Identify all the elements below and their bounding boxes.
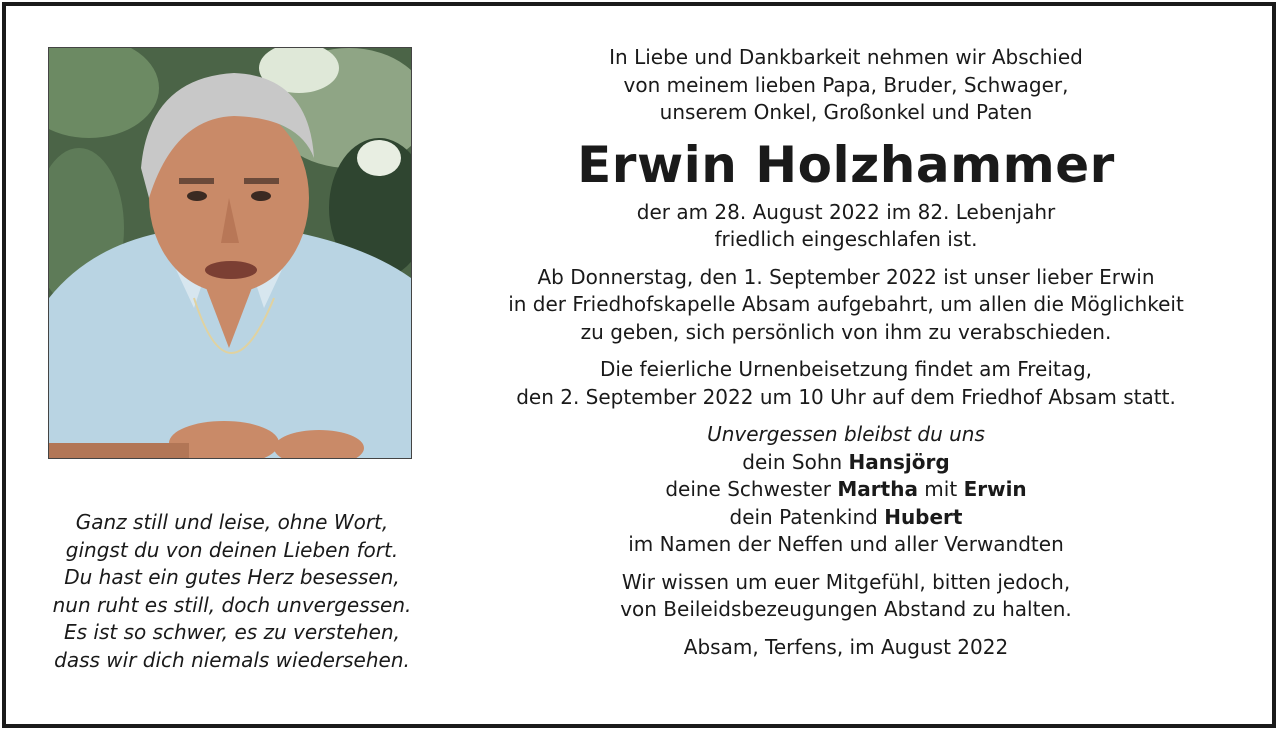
mourner-relation: dein Patenkind: [729, 504, 885, 529]
viewing-line: Ab Donnerstag, den 1. September 2022 ist unser lieber Erwin: [537, 264, 1155, 289]
farewell-line: Unvergessen bleibst du uns: [707, 422, 985, 446]
poem-line: dass wir dich niemals wiedersehen.: [54, 647, 410, 672]
mourner-relation: dein Sohn: [742, 449, 849, 474]
mourner-godchild: [472, 504, 1220, 532]
mourner-relation: deine Schwester: [665, 477, 838, 501]
request-line: Wir wissen um euer Mitgefühl, bitten jedoch,: [621, 569, 1071, 594]
burial-line: den 2. September 2022 um 10 Uhr auf dem Friedhof Absam statt.: [516, 384, 1176, 409]
portrait-photo: [48, 47, 412, 459]
poem: [6, 509, 458, 674]
portrait-icon: [49, 48, 411, 458]
intro-line: von meinem lieben Papa, Bruder, Schwager,: [623, 72, 1069, 97]
mourner-name: Martha: [837, 477, 918, 501]
death-line: friedlich eingeschlafen ist.: [714, 227, 978, 251]
place-date: Absam, Terfens, im August 2022: [683, 634, 1009, 659]
death-line: der am 28. August 2022 im 82. Lebenjahr: [636, 199, 1056, 224]
mourner-name: Hansjörg: [848, 449, 950, 474]
poem-line: nun ruht es still, doch unvergessen.: [52, 592, 412, 617]
request-line: von Beileidsbezeugungen Abstand zu halten.: [620, 597, 1072, 621]
mourner-connector: mit: [917, 477, 964, 501]
mourner-name: Erwin: [963, 477, 1027, 501]
poem-line: Es ist so schwer, es zu verstehen,: [63, 620, 400, 644]
viewing-line: in der Friedhofskapelle Absam aufgebahrt, um allen die Möglichkeit: [508, 292, 1184, 316]
poem-line: gingst du von deinen Lieben fort.: [65, 537, 399, 562]
mourner-relatives: im Namen der Neffen und aller Verwandten: [628, 532, 1064, 556]
deceased-name: Erwin Holzhammer: [577, 135, 1115, 194]
mourner-name: Hubert: [884, 504, 963, 529]
mourner-son: [472, 449, 1220, 477]
intro-line: In Liebe und Dankbarkeit nehmen wir Abschied: [609, 45, 1083, 69]
burial-line: Die feierliche Urnenbeisetzung findet am Freitag,: [599, 357, 1093, 381]
intro-line: unserem Onkel, Großonkel und Paten: [659, 100, 1033, 124]
obituary-card: [2, 2, 1276, 728]
viewing-line: zu geben, sich persönlich von ihm zu verabschieden.: [580, 319, 1112, 344]
poem-line: Ganz still und leise, ohne Wort,: [75, 510, 389, 534]
mourner-sister: [472, 476, 1220, 504]
poem-line: Du hast ein gutes Herz besessen,: [64, 565, 400, 589]
announcement-text: [472, 44, 1220, 661]
